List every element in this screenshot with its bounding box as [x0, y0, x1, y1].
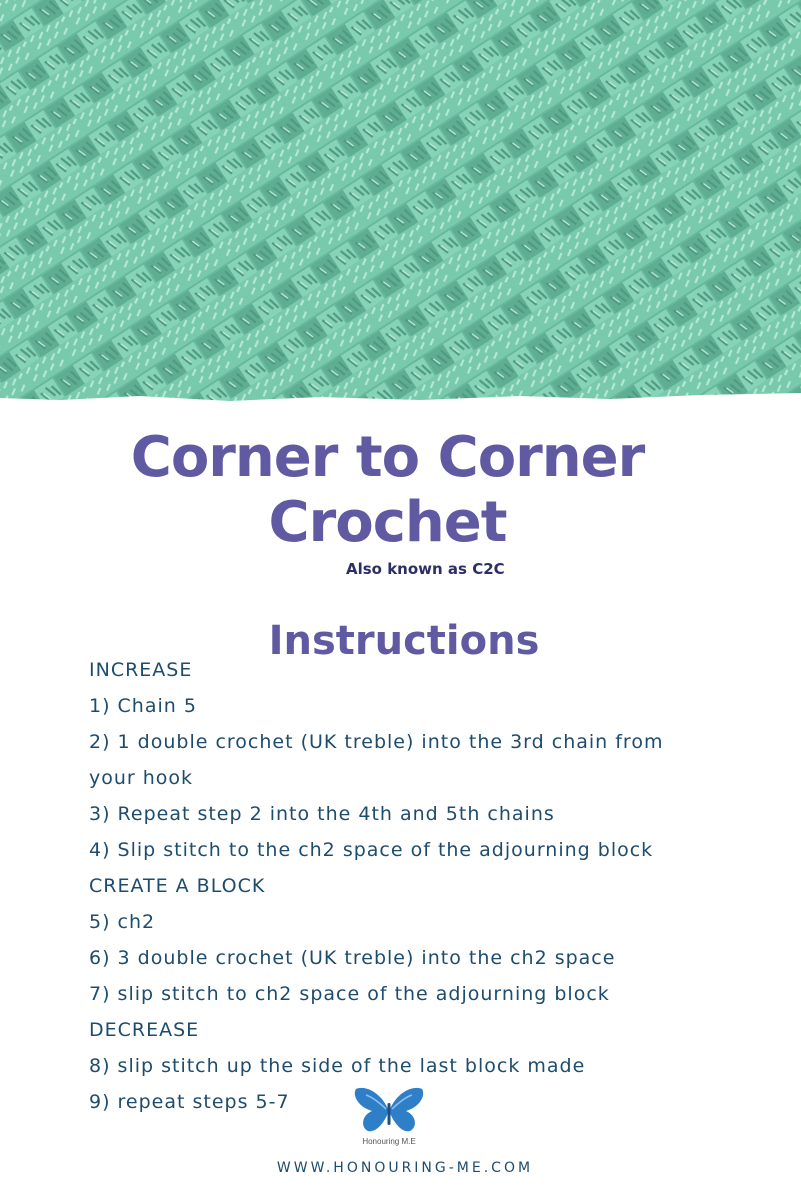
step-7: 7) slip stitch to ch2 space of the adjourning block	[89, 983, 610, 1005]
step-3: 3) Repeat step 2 into the 4th and 5th chains	[89, 803, 555, 825]
instructions-heading: Instructions	[268, 618, 540, 665]
section-increase: INCREASE	[89, 659, 193, 681]
step-5: 5) ch2	[89, 911, 156, 933]
website-link[interactable]: WWW.HONOURING-ME.COM	[276, 1160, 534, 1176]
step-6: 6) 3 double crochet (UK treble) into the ch2 space	[89, 947, 616, 969]
step-8: 8) slip stitch up the side of the last block made	[89, 1055, 586, 1077]
section-create-block: CREATE A BLOCK	[89, 875, 266, 897]
step-4: 4) Slip stitch to the ch2 space of the adjourning block	[89, 839, 654, 861]
subtitle: Also known as C2C	[346, 560, 505, 578]
section-decrease: DECREASE	[89, 1019, 200, 1041]
step-2-continued: your hook	[89, 767, 194, 789]
step-2: 2) 1 double crochet (UK treble) into the 3rd chain from	[89, 731, 664, 753]
title-line-1: Corner to Corner	[130, 425, 645, 490]
logo-text: Honouring M.E	[362, 1137, 416, 1146]
crochet-swatch-photo	[0, 0, 801, 410]
step-9: 9) repeat steps 5-7	[89, 1091, 290, 1113]
title-line-2: Crochet	[268, 490, 507, 555]
step-1: 1) Chain 5	[89, 695, 197, 717]
instruction-list	[89, 652, 663, 1120]
